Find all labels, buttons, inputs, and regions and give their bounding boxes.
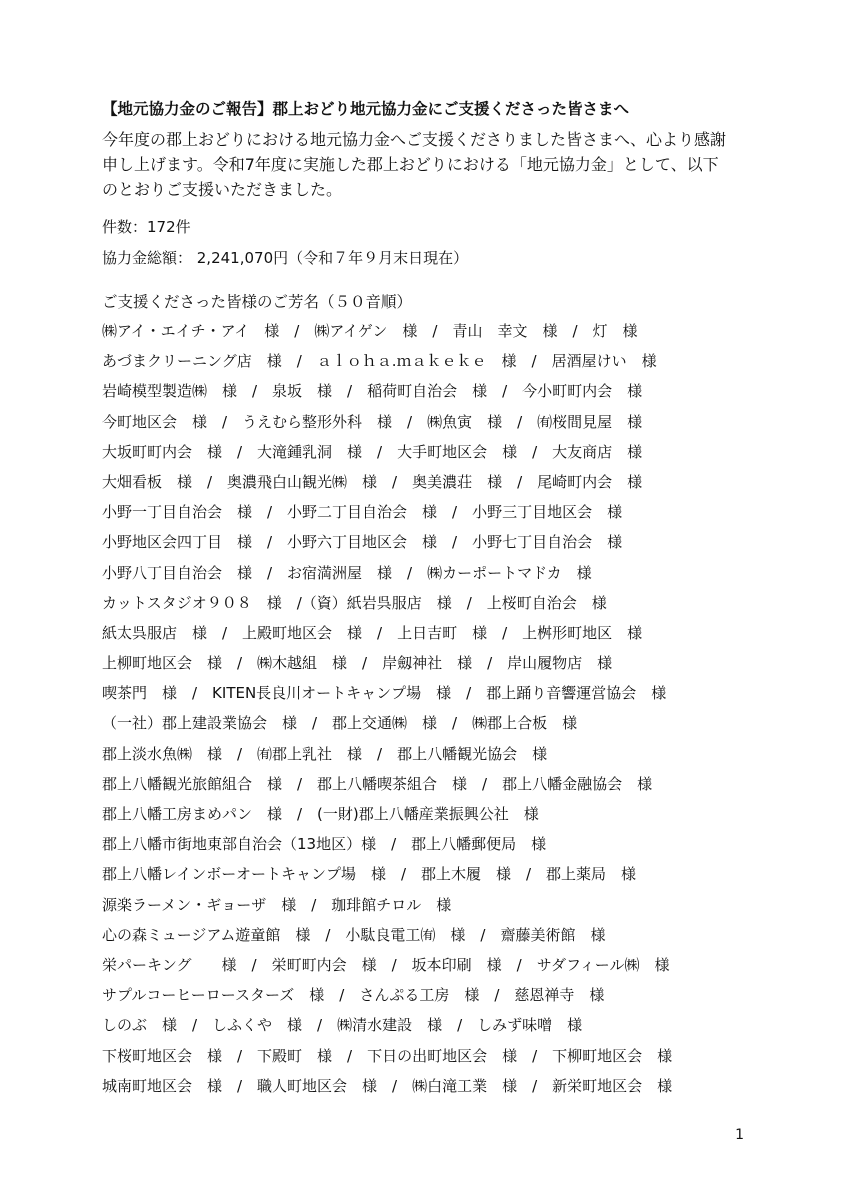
donor-line: 下桜町地区会 様 / 下殿町 様 / 下日の出町地区会 様 / 下柳町地区会 様	[102, 1046, 673, 1065]
donor-line: 源楽ラーメン・ギョーザ 様 / 珈琲館チロル 様	[102, 895, 452, 914]
donor-line: 大畑看板 様 / 奥濃飛白山観光㈱ 様 / 奥美濃荘 様 / 尾崎町内会 様	[102, 472, 643, 491]
donor-line: 紙太呉服店 様 / 上殿町地区会 様 / 上日吉町 様 / 上桝形町地区 様	[102, 623, 643, 642]
donation-total: 協力金総額： 2,241,070円（令和７年９月末日現在）	[102, 249, 469, 267]
donor-line: 小野一丁目自治会 様 / 小野二丁目自治会 様 / 小野三丁目地区会 様	[102, 503, 623, 522]
donor-line: 上柳町地区会 様 / ㈱木越組 様 / 岸劔神社 様 / 岸山履物店 様	[102, 654, 613, 673]
donor-line: （一社）郡上建設業協会 様 / 郡上交通㈱ 様 / ㈱郡上合板 様	[102, 714, 578, 733]
donor-line: 喫茶門 様 / KITEN長良川オートキャンプ場 様 / 郡上踊り音響運営協会 様	[102, 684, 667, 703]
donor-list	[102, 321, 752, 1106]
donor-line: 郡上八幡市街地東部自治会（13地区）様 / 郡上八幡郵便局 様	[102, 835, 547, 854]
donor-line: サプルコーヒーロースターズ 様 / さんぷる工房 様 / 慈恩禅寺 様	[102, 986, 605, 1005]
donor-line: 栄パーキング 様 / 栄町町内会 様 / 坂本印刷 様 / サダフィール㈱ 様	[102, 955, 670, 974]
intro-line: のとおりご支援いただきました。	[102, 180, 343, 199]
donor-line: 岩崎模型製造㈱ 様 / 泉坂 様 / 稲荷町自治会 様 / 今小町町内会 様	[102, 382, 643, 401]
donation-count: 件数：172件	[102, 218, 191, 236]
intro-paragraph	[102, 127, 752, 202]
donor-line: 今町地区会 様 / うえむら整形外科 様 / ㈱魚寅 様 / ㈲桜間見屋 様	[102, 412, 643, 431]
donor-line: ㈱アイ・エイチ・アイ 様 / ㈱アイゲン 様 / 青山 幸文 様 / 灯 様	[102, 322, 638, 340]
donor-list-heading: ご支援くださった皆様のご芳名（５０音順）	[102, 293, 413, 311]
donor-line: 城南町地区会 様 / 職人町地区会 様 / ㈱白滝工業 様 / 新栄町地区会 様	[102, 1076, 673, 1095]
donor-line: 郡上八幡観光旅館組合 様 / 郡上八幡喫茶組合 様 / 郡上八幡金融協会 様	[102, 774, 653, 793]
donor-line: 小野地区会四丁目 様 / 小野六丁目地区会 様 / 小野七丁目自治会 様	[102, 533, 623, 552]
document-title: 【地元協力金のご報告】郡上おどり地元協力金にご支援くださった皆さまへ	[102, 100, 630, 118]
donor-line: 小野八丁目自治会 様 / お宿満洲屋 様 / ㈱カーポートマドカ 様	[102, 563, 592, 582]
donor-line: 郡上八幡レインボーオートキャンプ場 様 / 郡上木履 様 / 郡上薬局 様	[102, 865, 637, 884]
donor-line: あづまクリーニング店 様 / ａｌｏｈａ.ｍａｋｅｋｅ 様 / 居酒屋けい 様	[102, 352, 657, 371]
donor-line: 大坂町町内会 様 / 大滝鍾乳洞 様 / 大手町地区会 様 / 大友商店 様	[102, 442, 643, 461]
page-number: 1	[735, 1127, 744, 1143]
donor-line: カットスタジオ９０８ 様 /（資）紙岩呉服店 様 / 上桜町自治会 様	[102, 593, 607, 612]
donor-line: 郡上淡水魚㈱ 様 / ㈲郡上乳社 様 / 郡上八幡観光協会 様	[102, 744, 548, 763]
donor-line: しのぶ 様 / しふくや 様 / ㈱清水建設 様 / しみず味噌 様	[102, 1016, 583, 1035]
donor-line: 心の森ミュージアム遊童館 様 / 小駄良電工㈲ 様 / 齋藤美術館 様	[102, 925, 606, 944]
intro-line: 今年度の郡上おどりにおける地元協力金へご支援くださりました皆さまへ、心より感謝	[102, 130, 727, 149]
donor-line: 郡上八幡工房まめパン 様 / (一財)郡上八幡産業振興公社 様	[102, 805, 539, 823]
intro-line: 申し上げます。令和7年度に実施した郡上おどりにおける「地元協力金」として、以下	[102, 155, 719, 174]
